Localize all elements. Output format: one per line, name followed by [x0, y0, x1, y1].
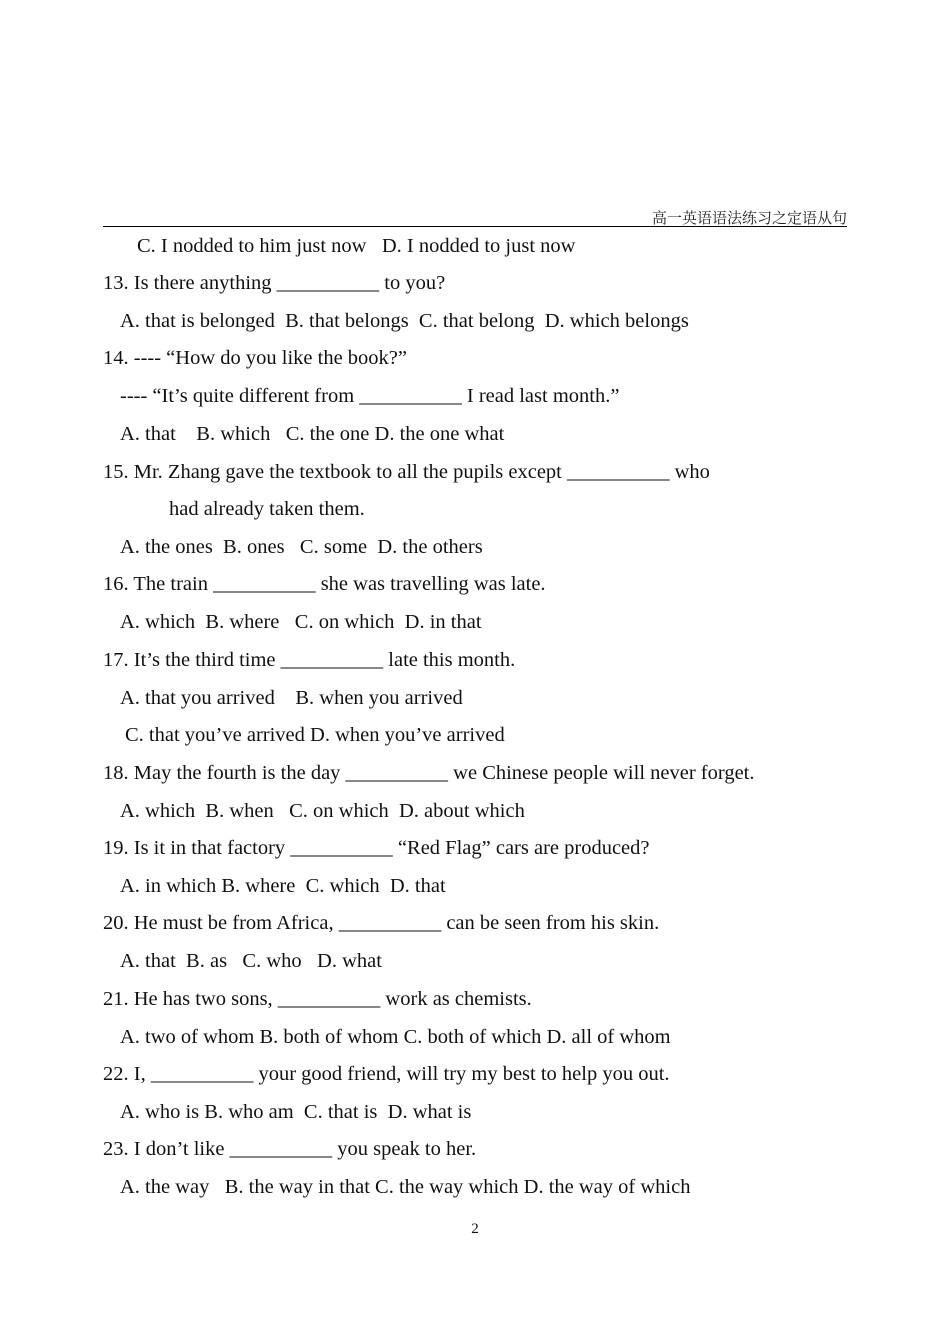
question-23: 23. I don’t like __________ you speak to her.	[103, 1138, 477, 1160]
question-18: 18. May the fourth is the day __________ we Chinese people will never forget.	[103, 762, 755, 784]
options-20: A. that B. as C. who D. what	[120, 950, 382, 972]
options-23: A. the way B. the way in that C. the way which D. the way of which	[120, 1176, 691, 1198]
options-16: A. which B. where C. on which D. in that	[120, 611, 482, 633]
question-21: 21. He has two sons, __________ work as chemists.	[103, 988, 532, 1010]
question-16: 16. The train __________ she was travelling was late.	[103, 573, 546, 595]
question-22: 22. I, __________ your good friend, will try my best to help you out.	[103, 1063, 670, 1085]
options-18: A. which B. when C. on which D. about which	[120, 800, 525, 822]
question-14: 14. ---- “How do you like the book?”	[103, 347, 407, 369]
option-line: C. I nodded to him just now D. I nodded to just now	[137, 235, 576, 257]
question-17: 17. It’s the third time __________ late this month.	[103, 649, 516, 671]
options-21: A. two of whom B. both of whom C. both of which D. all of whom	[120, 1026, 671, 1048]
question-15-cont: had already taken them.	[169, 498, 365, 520]
question-13: 13. Is there anything __________ to you?	[103, 272, 446, 294]
options-17-ab: A. that you arrived B. when you arrived	[120, 687, 463, 709]
page-header-title: 高一英语语法练习之定语从句	[651, 211, 847, 227]
header-rule	[103, 226, 847, 227]
options-14: A. that B. which C. the one D. the one what	[120, 423, 505, 445]
options-19: A. in which B. where C. which D. that	[120, 875, 446, 897]
question-15: 15. Mr. Zhang gave the textbook to all the pupils except __________ who	[103, 461, 710, 483]
question-19: 19. Is it in that factory __________ “Red Flag” cars are produced?	[103, 837, 650, 859]
question-14-reply: ---- “It’s quite different from __________ I read last month.”	[120, 385, 620, 407]
page-number: 2	[471, 1221, 479, 1237]
question-20: 20. He must be from Africa, __________ can be seen from his skin.	[103, 912, 660, 934]
options-15: A. the ones B. ones C. some D. the others	[120, 536, 483, 558]
options-17-cd: C. that you’ve arrived D. when you’ve arrived	[125, 724, 505, 746]
options-13: A. that is belonged B. that belongs C. that belong D. which belongs	[120, 310, 689, 332]
options-22: A. who is B. who am C. that is D. what is	[120, 1101, 472, 1123]
